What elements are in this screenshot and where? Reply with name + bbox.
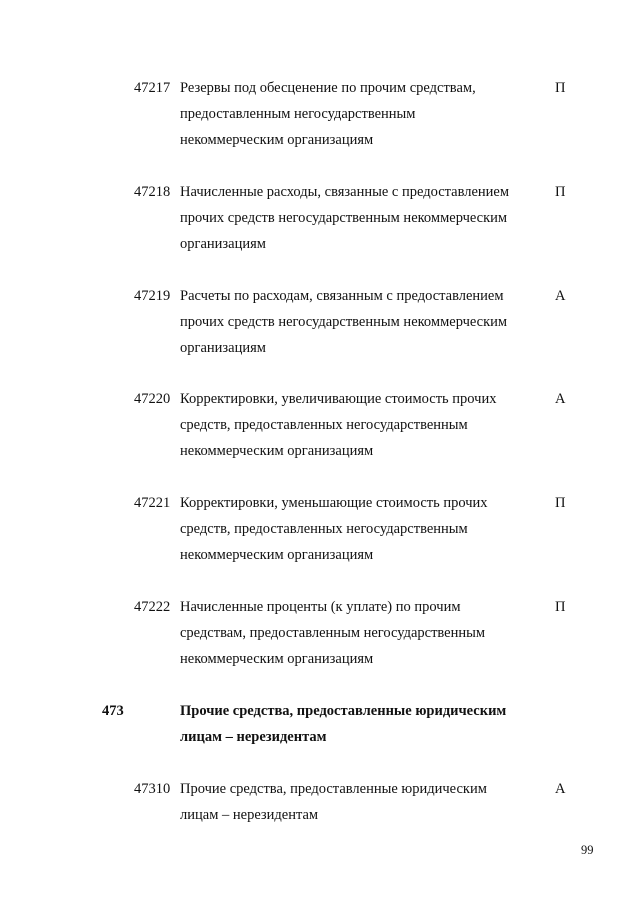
account-type: А bbox=[555, 781, 566, 797]
account-type: А bbox=[555, 391, 566, 407]
description-line: Резервы под обесценение по прочим средствам, bbox=[180, 80, 476, 96]
description-line: организациям bbox=[180, 340, 266, 356]
description-line: средств, предоставленных негосударственным bbox=[180, 417, 468, 433]
section-title bbox=[180, 698, 540, 750]
account-code: 47218 bbox=[134, 184, 171, 200]
account-code: 47221 bbox=[134, 495, 171, 511]
description-line: средств, предоставленных негосударственным bbox=[180, 521, 468, 537]
page-number: 99 bbox=[581, 843, 594, 857]
description-line: Корректировки, увеличивающие стоимость прочих bbox=[180, 391, 497, 407]
account-type: А bbox=[555, 288, 566, 304]
account-type: П bbox=[555, 495, 566, 511]
account-description bbox=[180, 179, 540, 257]
description-line: Корректировки, уменьшающие стоимость прочих bbox=[180, 495, 488, 511]
description-line: лицам – нерезидентам bbox=[180, 807, 319, 823]
account-type: П bbox=[555, 599, 566, 615]
account-code: 47220 bbox=[134, 391, 171, 407]
account-description bbox=[180, 776, 540, 828]
section-title-line: Прочие средства, предоставленные юридическим bbox=[180, 703, 507, 719]
account-code: 47222 bbox=[134, 599, 171, 615]
account-type: П bbox=[555, 184, 566, 200]
description-line: Начисленные проценты (к уплате) по прочим bbox=[180, 599, 461, 615]
account-code: 47219 bbox=[134, 288, 171, 304]
account-code: 47217 bbox=[134, 80, 171, 96]
description-line: некоммерческим организациям bbox=[180, 132, 374, 148]
description-line: прочих средств негосударственным некоммерческим bbox=[180, 314, 508, 330]
section-code: 473 bbox=[102, 703, 124, 719]
description-line: средствам, предоставленным негосударственным bbox=[180, 625, 486, 641]
description-line: прочих средств негосударственным некоммерческим bbox=[180, 210, 508, 226]
description-line: Прочие средства, предоставленные юридическим bbox=[180, 781, 487, 797]
description-line: Начисленные расходы, связанные с предоставлением bbox=[180, 184, 510, 200]
description-line: Расчеты по расходам, связанным с предоставлением bbox=[180, 288, 504, 304]
description-line: некоммерческим организациям bbox=[180, 651, 374, 667]
account-description bbox=[180, 594, 540, 672]
account-description bbox=[180, 490, 540, 568]
description-line: некоммерческим организациям bbox=[180, 443, 374, 459]
account-code: 47310 bbox=[134, 781, 171, 797]
description-line: организациям bbox=[180, 236, 266, 252]
section-title-line: лицам – нерезидентам bbox=[180, 729, 327, 745]
account-description bbox=[180, 75, 540, 153]
account-type: П bbox=[555, 80, 566, 96]
account-description bbox=[180, 386, 540, 464]
description-line: предоставленным негосударственным bbox=[180, 106, 416, 122]
account-description bbox=[180, 283, 540, 361]
description-line: некоммерческим организациям bbox=[180, 547, 374, 563]
